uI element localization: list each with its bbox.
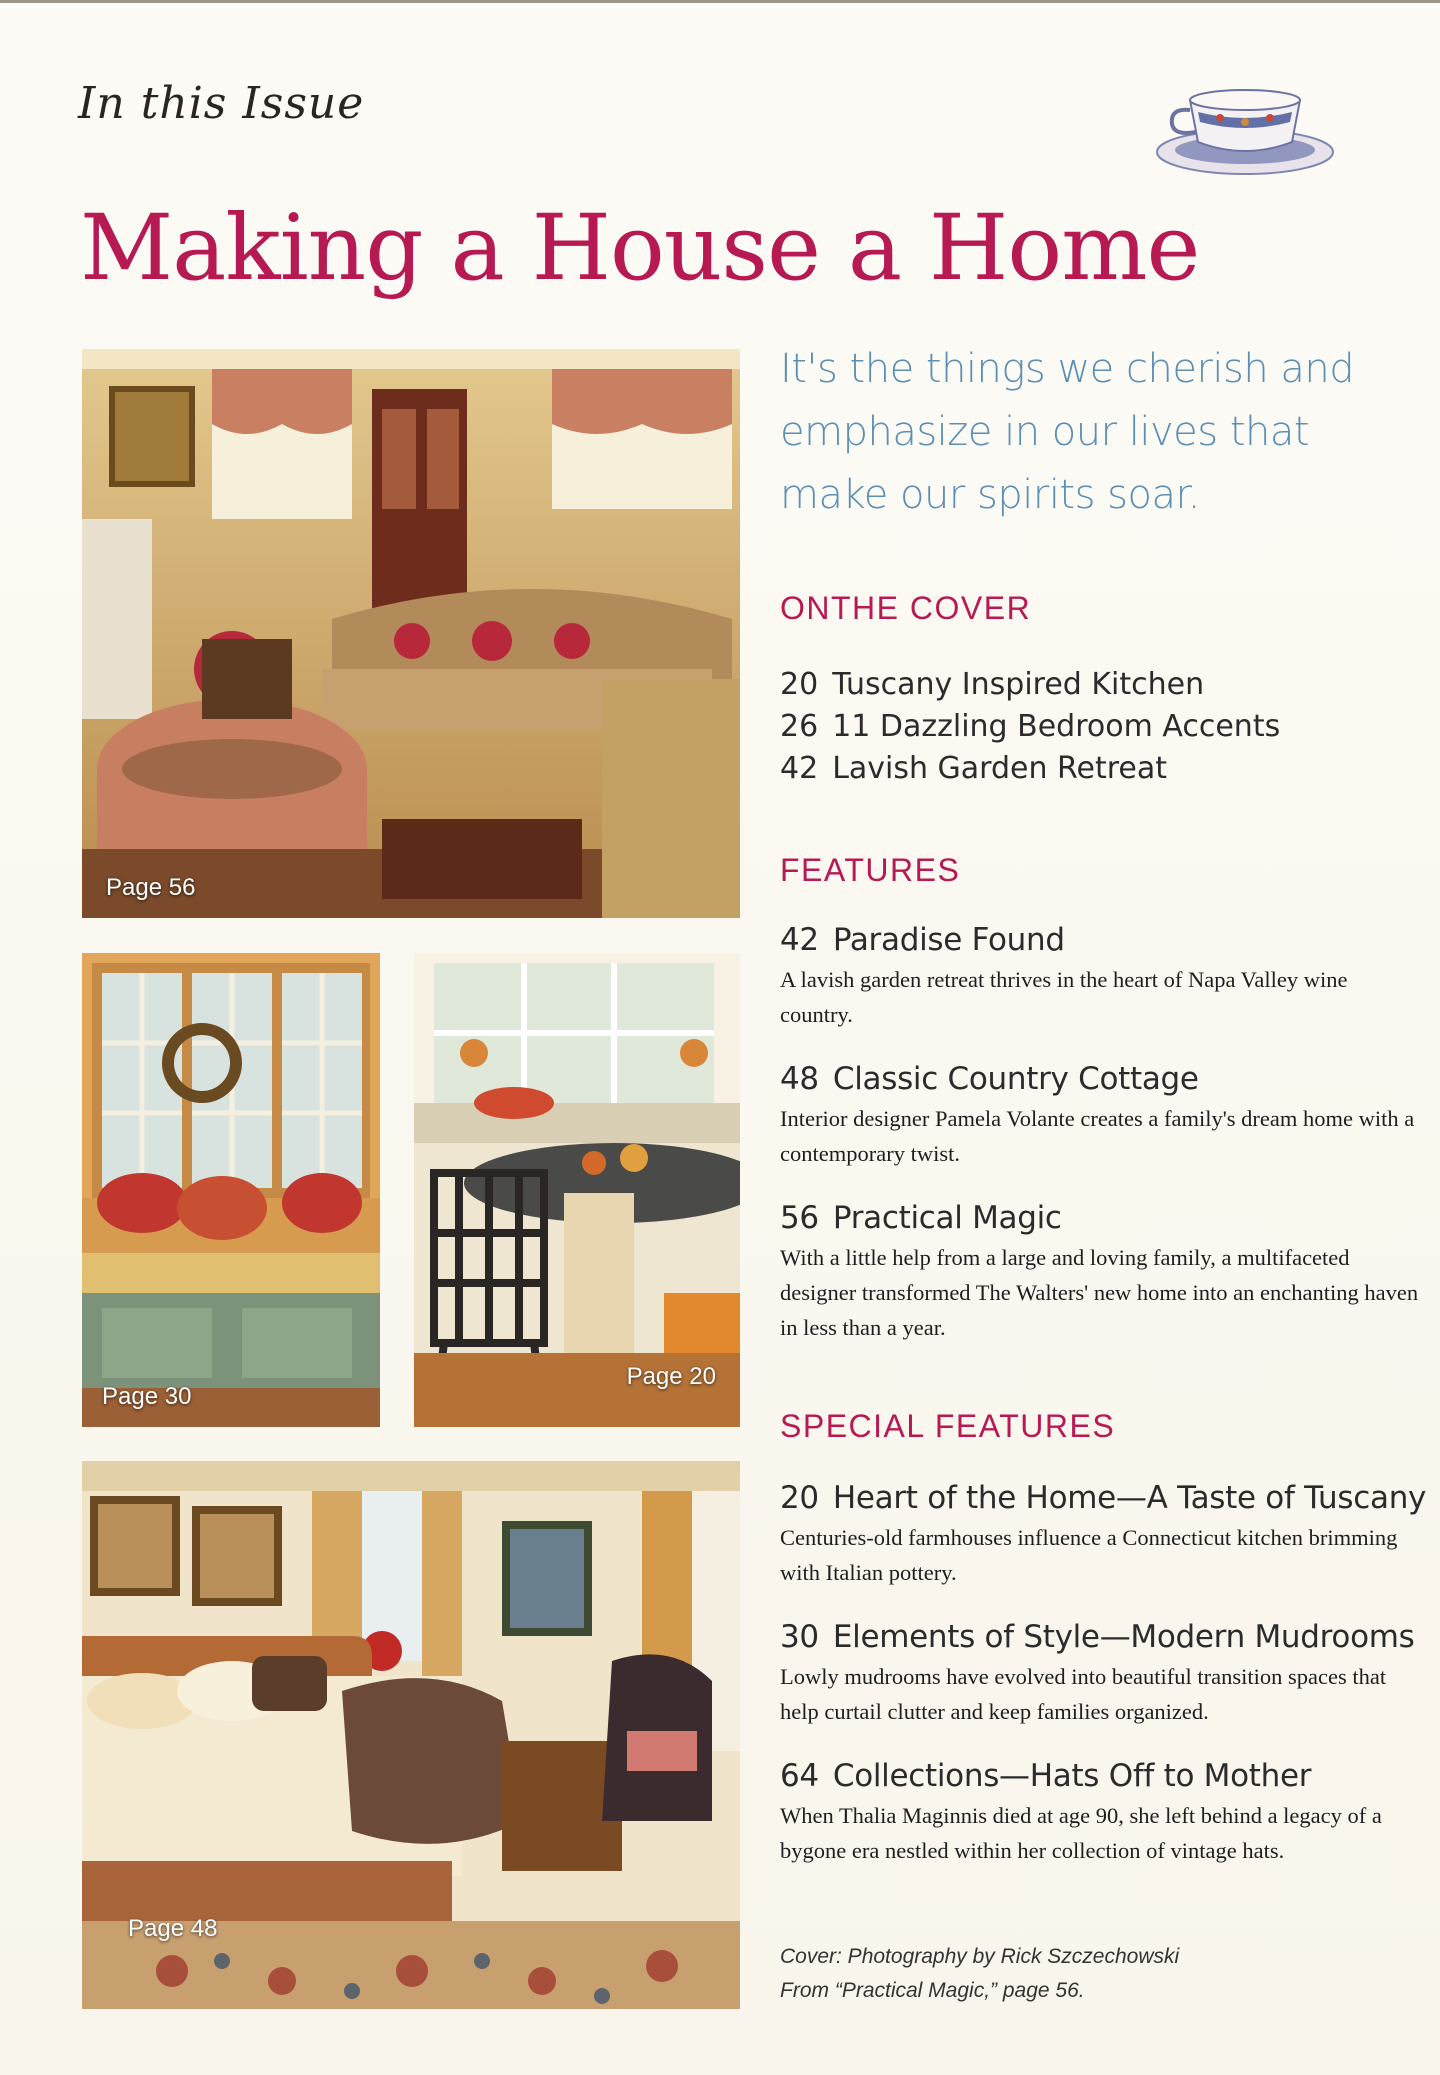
feature-title: 48 Classic Country Cottage (780, 1061, 1199, 1097)
bedroom-photo[interactable] (82, 1461, 740, 2009)
feature-item[interactable] (780, 920, 1420, 1032)
feature-item[interactable] (780, 1059, 1420, 1171)
list-item[interactable]: 42 Lavish Garden Retreat (780, 751, 1168, 786)
feature-item[interactable] (780, 1198, 1420, 1345)
photo-caption: Page 30 (102, 1383, 192, 1410)
feature-title: 42 Paradise Found (780, 922, 1065, 958)
section-kicker: In this Issue (78, 78, 365, 129)
tagline: It's the things we cherish and emphasize in our lives that make our spirits soar. (780, 346, 1355, 518)
feature-description: With a little help from a large and loving family, a multifaceted designer transformed The Walters' new home into an enchanting haven in less than a year. (780, 1245, 1419, 1340)
photo-caption: Page 20 (626, 1363, 716, 1390)
feature-description: When Thalia Maginnis died at age 90, she left behind a legacy of a bygone era nestled within her collection of vintage hats. (780, 1803, 1382, 1863)
feature-title: 20 Heart of the Home—A Taste of Tuscany (780, 1480, 1427, 1516)
credit-line: Cover: Photography by Rick Szczechowski (780, 1945, 1180, 1968)
list-item[interactable]: 26 11 Dazzling Bedroom Accents (780, 709, 1281, 744)
features-heading: FEATURES (780, 852, 961, 888)
on-the-cover-heading: ONTHE COVER (780, 590, 1032, 626)
feature-title: 30 Elements of Style—Modern Mudrooms (780, 1619, 1415, 1655)
photo-caption: Page 48 (128, 1915, 218, 1942)
cover-credit (780, 1940, 1179, 2008)
special-feature-item[interactable] (780, 1756, 1420, 1868)
kitchen-photo[interactable] (414, 953, 740, 1427)
credit-line: From “Practical Magic,” page 56. (780, 1979, 1085, 2002)
teacup-icon (1150, 70, 1340, 180)
special-feature-item[interactable] (780, 1478, 1427, 1590)
special-feature-item[interactable] (780, 1617, 1420, 1729)
living-room-photo[interactable] (82, 349, 740, 918)
mudroom-photo[interactable] (82, 953, 380, 1427)
feature-title: 56 Practical Magic (780, 1200, 1062, 1236)
page-title: Making a House a Home (80, 196, 1200, 301)
on-the-cover-list (780, 664, 1400, 790)
feature-description: A lavish garden retreat thrives in the heart of Napa Valley wine country. (780, 967, 1348, 1027)
feature-description: Interior designer Pamela Volante creates a family's dream home with a contemporary twist. (780, 1106, 1415, 1166)
special-features-heading: SPECIAL FEATURES (780, 1408, 1116, 1444)
list-item[interactable]: 20 Tuscany Inspired Kitchen (780, 667, 1205, 702)
top-rule (0, 0, 1440, 3)
feature-title: 64 Collections—Hats Off to Mother (780, 1758, 1312, 1794)
photo-caption: Page 56 (106, 874, 196, 901)
feature-description: Centuries-old farmhouses influence a Connecticut kitchen brimming with Italian pottery. (780, 1525, 1398, 1585)
feature-description: Lowly mudrooms have evolved into beautiful transition spaces that help curtail clutter and keep families organized. (780, 1664, 1387, 1724)
